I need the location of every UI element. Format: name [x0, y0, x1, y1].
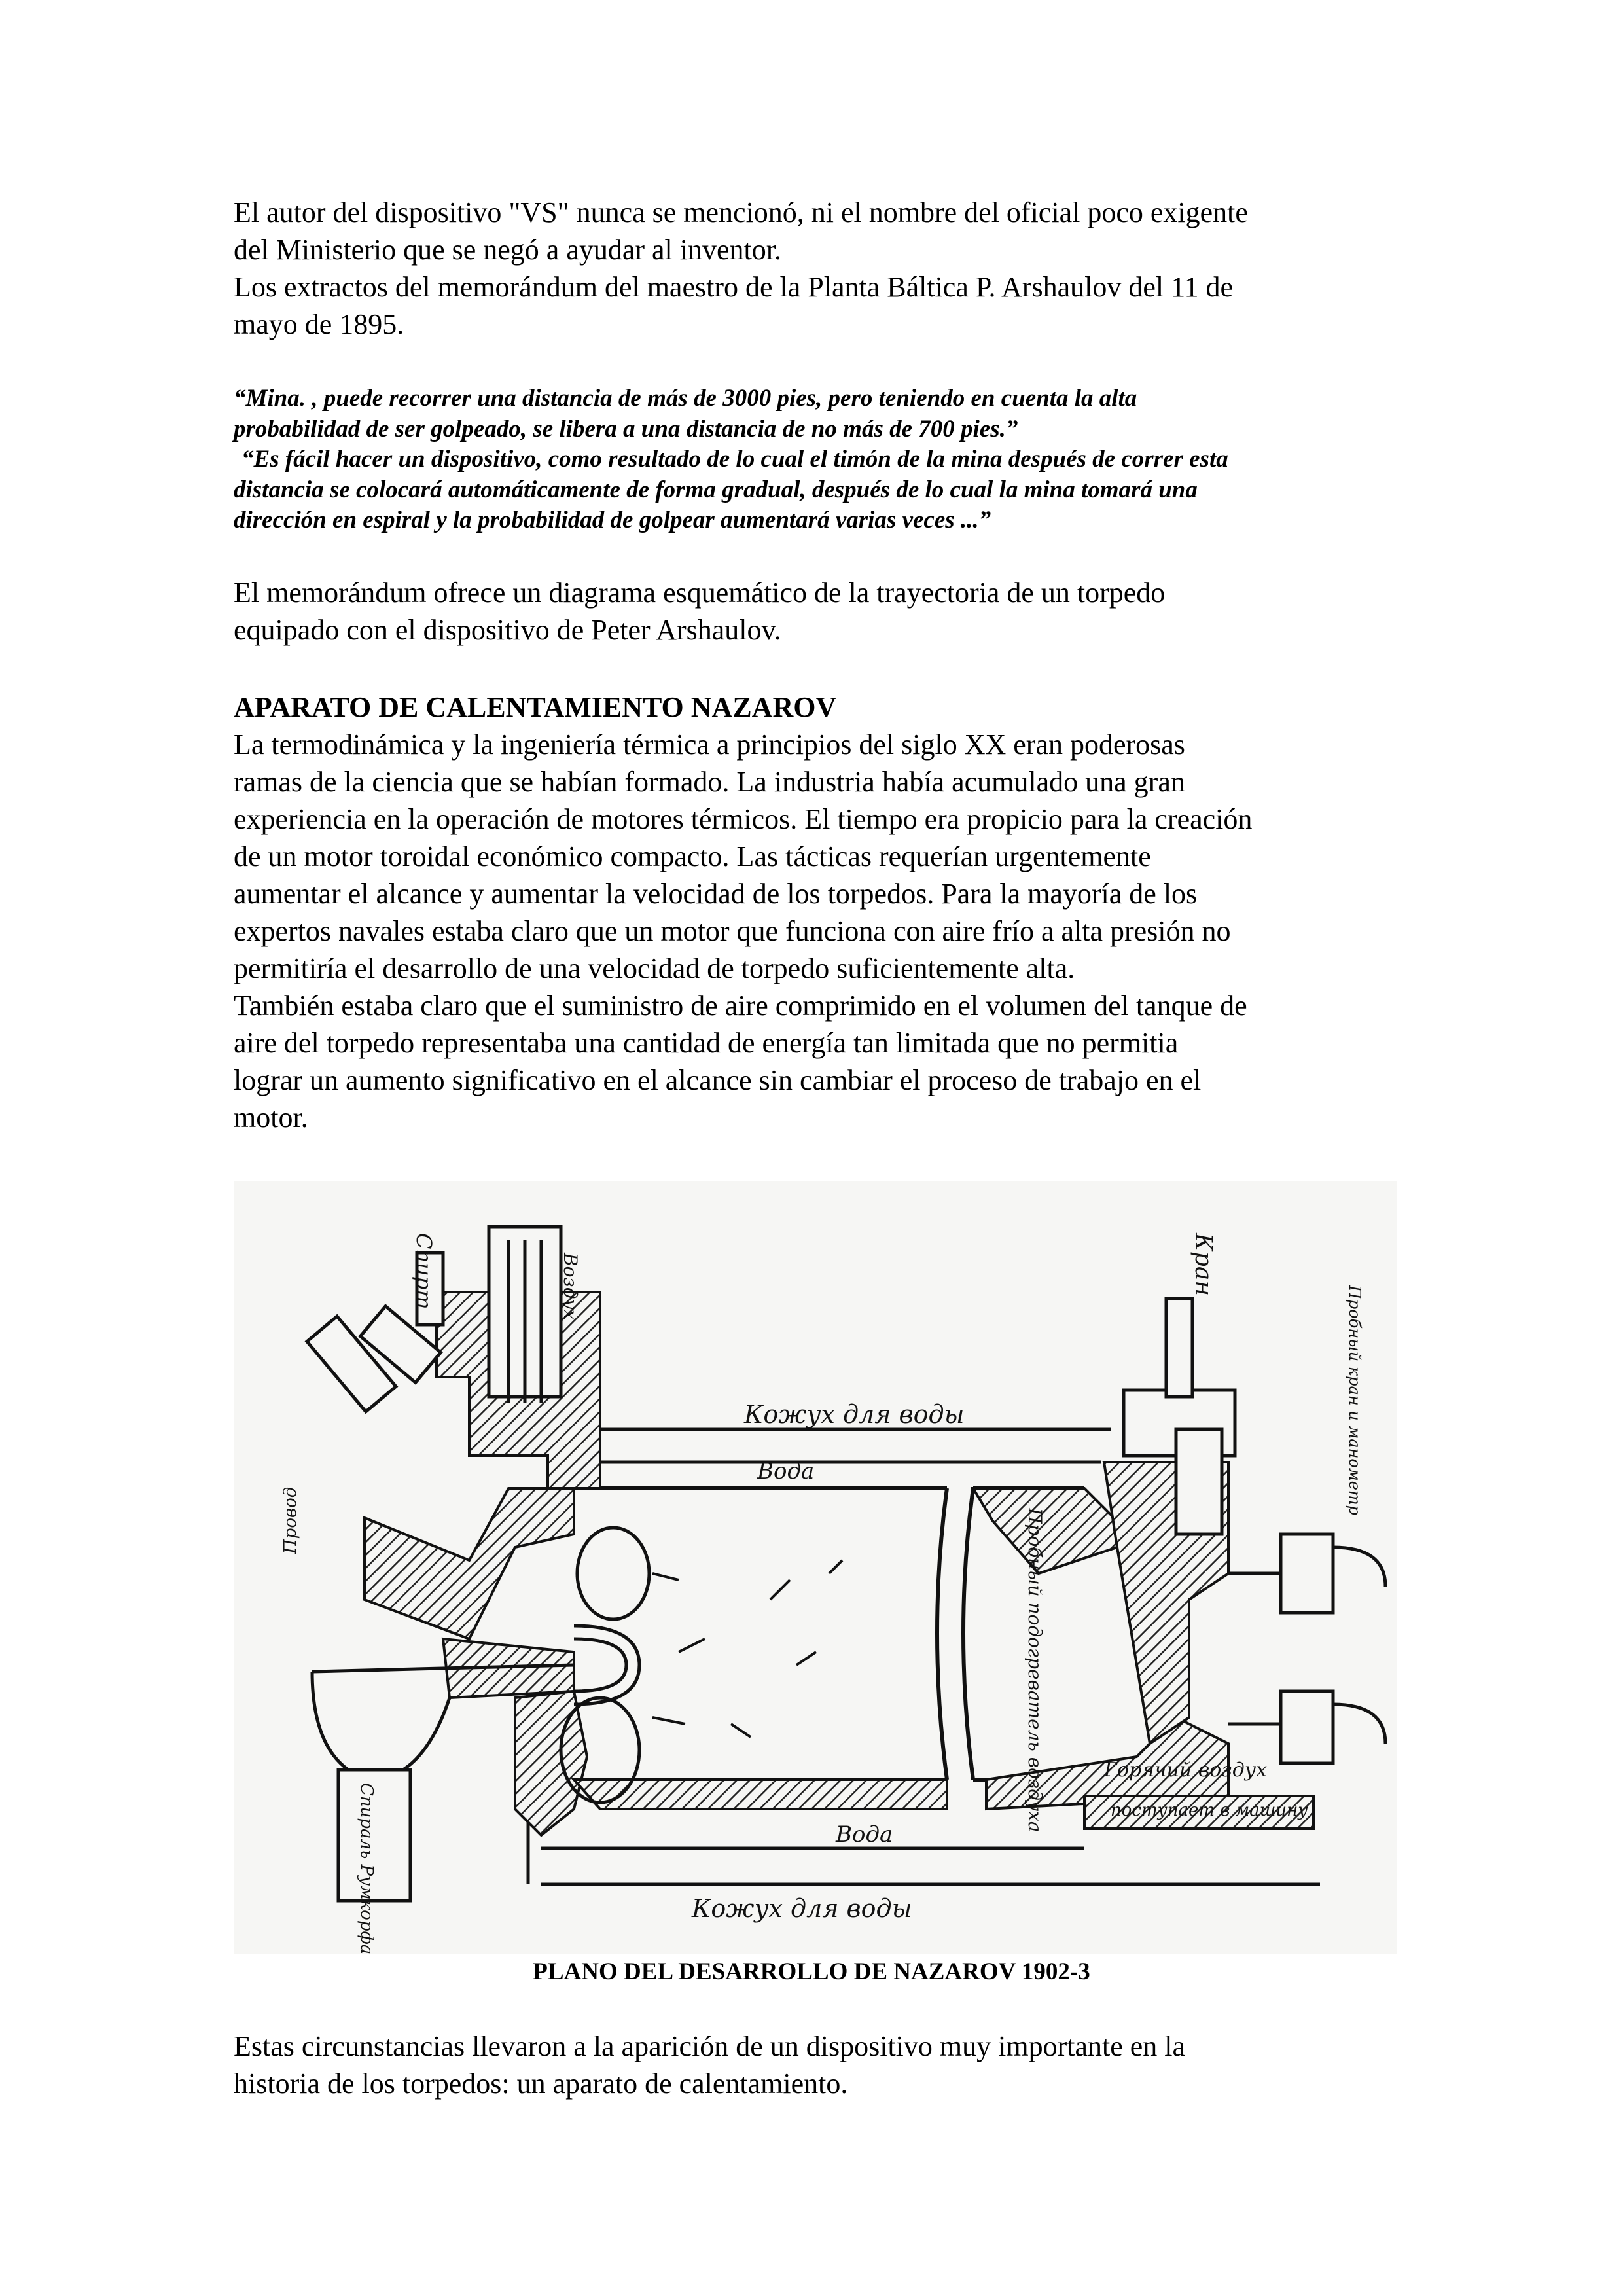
text-line: También estaba claro que el suministro de aire comprimido en el volumen del tanque de	[234, 990, 1247, 1022]
label-kozhukh-top: Кожух для воды	[744, 1400, 965, 1429]
memorandum-quote	[234, 384, 1412, 536]
label-kran-right: Пробный кран и манометр	[1346, 1285, 1364, 1516]
text-line: historia de los torpedos: un aparato de calentamiento.	[234, 2068, 848, 2100]
section-heading: APARATO DE CALENTAMIENTO NAZAROV	[234, 691, 837, 723]
text-line: El memorándum ofrece un diagrama esquemático de la trayectoria de un torpedo	[234, 577, 1166, 609]
text-line: de un motor toroidal económico compacto. Las tácticas requerían urgentemente	[234, 840, 1151, 872]
quote-line: dirección en espiral y la probabilidad de golpear aumentará varias veces ...”	[234, 507, 991, 533]
text-line: ramas de la ciencia que se habían formado. La industria había acumulado una gran	[234, 766, 1185, 798]
quote-line: “Es fácil hacer un dispositivo, como resultado de lo cual el timón de la mina después de correr esta	[241, 446, 1228, 473]
body-paragraph	[234, 726, 1412, 1136]
label-mashinu: поступает в машину	[1111, 1801, 1308, 1820]
label-vozdukh: Воздух	[560, 1253, 581, 1320]
label-kran: Кран	[1190, 1233, 1217, 1297]
text-line: del Ministerio que se negó a ayudar al inventor.	[234, 234, 781, 266]
label-spirt: Спирт	[412, 1233, 437, 1310]
figure-caption: PLANO DEL DESARROLLO DE NAZAROV 1902-3	[533, 1958, 1090, 1985]
label-provod: Провод	[281, 1486, 300, 1554]
label-voda-top: Вода	[757, 1458, 815, 1484]
air-inlet-pipe	[489, 1227, 561, 1403]
text-line: mayo de 1895.	[234, 308, 404, 340]
label-voda-bottom: Вода	[836, 1821, 893, 1848]
quote-line: distancia se colocará automáticamente de forma gradual, después de lo cual la mina tomará una	[234, 476, 1198, 503]
memo-paragraph	[234, 574, 1412, 649]
text-line: El autor del dispositivo "VS" nunca se mencionó, ni el nombre del oficial poco exigente	[234, 196, 1248, 228]
text-line: equipado con el dispositivo de Peter Arshaulov.	[234, 614, 781, 646]
nazarov-heater-diagram	[234, 1181, 1397, 1954]
text-line: Estas circunstancias llevaron a la aparición de un dispositivo muy importante en la	[234, 2030, 1186, 2062]
text-line: aire del torpedo representaba una cantidad de energía tan limitada que no permitia	[234, 1027, 1179, 1059]
closing-paragraph	[234, 2028, 1412, 2102]
text-line: Los extractos del memorándum del maestro de la Planta Báltica P. Arshaulov del 11 de	[234, 271, 1233, 303]
text-line: aumentar el alcance y aumentar la velocidad de los torpedos. Para la mayoría de los	[234, 878, 1198, 910]
label-kozhukh-bottom: Кожух для воды	[692, 1894, 912, 1923]
quote-line: “Mina. , puede recorrer una distancia de más de 3000 pies, pero teniendo en cuenta la alta	[234, 385, 1137, 412]
text-line: motor.	[234, 1102, 308, 1134]
text-line: experiencia en la operación de motores térmicos. El tiempo era propicio para la creación	[234, 803, 1253, 835]
quote-line: probabilidad de ser golpeado, se libera a una distancia de no más de 700 pies.”	[234, 415, 1018, 442]
text-line: expertos navales estaba claro que un motor que funciona con aire frío a alta presión no	[234, 915, 1231, 947]
text-line: La termodinámica y la ingeniería térmica a principios del siglo XX eran poderosas	[234, 728, 1185, 761]
diagram-svg	[234, 1181, 1397, 1954]
intro-paragraph	[234, 194, 1412, 343]
label-goryachiy: Горячий воздух	[1104, 1759, 1268, 1782]
flow-arrows	[652, 1560, 842, 1737]
label-spiral: Спираль Румкорфа	[357, 1783, 376, 1954]
text-line: lograr un aumento significativo en el alcance sin cambiar el proceso de trabajo en el	[234, 1064, 1202, 1096]
text-line: permitiría el desarrollo de una velocidad de torpedo suficientemente alta.	[234, 952, 1075, 984]
label-probnyi: Пробный подогреватель воздуха	[1024, 1508, 1046, 1833]
